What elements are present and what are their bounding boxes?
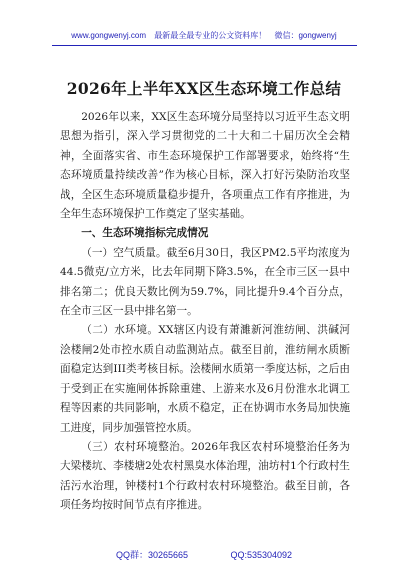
document-body xyxy=(60,108,350,516)
air-quality-paragraph: （一）空气质量。截至6月30日，我区PM2.5平均浓度为44.5微克/立方米，比去年同期下降3.5%，在全市三区一县中排名第二；优良天数比例为59.7%，同比提升9.4个百分点，在全市三区一县中排名第一。 xyxy=(60,246,350,318)
qq-group: QQ群：30265665 xyxy=(115,550,188,560)
section-heading: 一、生态环境指标完成情况 xyxy=(81,227,209,240)
qq-number: QQ:535304092 xyxy=(230,550,293,560)
site-slogan: 最新最全最专业的公文资料库！ xyxy=(154,31,267,40)
site-footer xyxy=(0,548,408,561)
site-header xyxy=(0,30,408,41)
wechat-id: 微信：gongwenyj xyxy=(274,31,337,40)
water-environment-paragraph: （二）水环境。XX辖区内设有萧濉新河淮纺闸、洪碱河浍楼闸2处市控水质自动监测站点。截至目前，淮纺闸水质断面稳定达到III类考核目标。浍楼闸水质第一季度达标，之后由于受到正在实施闸体拆除重建、上游来水及6月份淮水北调工程等因素的共同影响，水质不稳定，正在协调市水务局加快施工进度，同步加强管控水质。 xyxy=(60,324,350,434)
document-title: 2026年上半年XX区生态环境工作总结 xyxy=(66,79,342,98)
rural-environment-paragraph: （三）农村环境整治。2026年我区农村环境整治任务为大梁楼坑、李楼塘2处农村黑臭水体治理，油坊村1个行政村生活污水治理，钟楼村1个行政村农村环境整治。截至目前，各项任务均按时间节点有序推进。 xyxy=(60,440,350,512)
site-url[interactable]: www.gongwenyj.com xyxy=(71,31,146,40)
header-divider xyxy=(52,45,357,46)
intro-paragraph: 2026年以来，XX区生态环境分局坚持以习近平生态文明思想为指引，深入学习贯彻党的二十大和二十届历次全会精神，全面落实省、市生态环境保护工作部署要求，始终将“生态环境质量持续改善”作为核心目标，深入打好污染防治攻坚战，全区生态环境质量稳步提升，各项重点工作有序推进，为全年生态环境保护工作奠定了坚实基础。 xyxy=(60,111,350,221)
